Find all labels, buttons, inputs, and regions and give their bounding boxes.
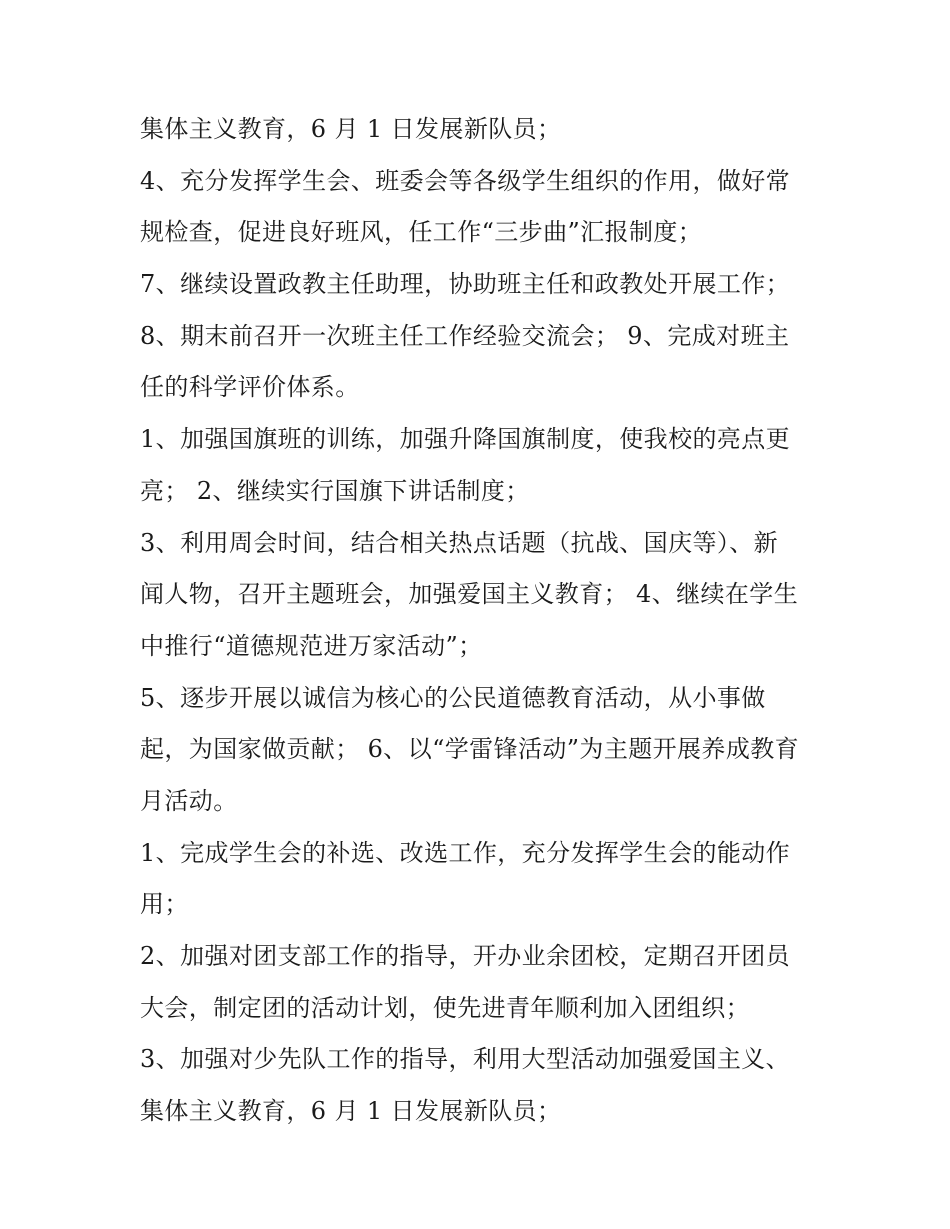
text-line: 集体主义教育，6 月 1 日发展新队员； (140, 115, 562, 143)
text-line: 集体主义教育，6 月 1 日发展新队员； (140, 1097, 562, 1126)
text-line: 亮； 2、继续实行国旗下讲话制度； (140, 476, 530, 505)
text-line: 闻人物，召开主题班会，加强爱国主义教育； 4、继续在学生 (140, 580, 799, 609)
text-line: 大会，制定团的活动计划，使先进青年顺利加入团组织； (140, 993, 750, 1022)
text-line: 用； (140, 890, 189, 919)
text-line: 5、逐步开展以诚信为核心的公民道德教育活动，从小事做 (140, 683, 766, 712)
text-line: 8、期末前召开一次班主任工作经验交流会； 9、完成对班主 (140, 321, 790, 350)
text-line: 4、充分发挥学生会、班委会等各级学生组织的作用，做好常 (140, 166, 791, 195)
text-line: 月活动。 (140, 786, 238, 815)
text-line: 中推行“道德规范进万家活动”； (140, 631, 483, 660)
text-line: 任的科学评价体系。 (140, 373, 360, 402)
text-line: 3、利用周会时间，结合相关热点话题（抗战、国庆等）、新 (140, 528, 779, 557)
document-body (140, 104, 820, 1138)
text-line: 7、继续设置政教主任助理，协助班主任和政教处开展工作； (140, 270, 791, 299)
text-line: 3、加强对少先队工作的指导，利用大型活动加强爱国主义、 (140, 1045, 791, 1074)
text-line: 1、完成学生会的补选、改选工作，充分发挥学生会的能动作 (140, 838, 791, 867)
text-line: 规检查，促进良好班风，任工作“三步曲”汇报制度； (140, 218, 703, 247)
text-line: 2、加强对团支部工作的指导，开办业余团校，定期召开团员 (140, 942, 791, 970)
text-line: 1、加强国旗班的训练，加强升降国旗制度，使我校的亮点更 (140, 425, 791, 454)
text-line: 起，为国家做贡献； 6、以“学雷锋活动”为主题开展养成教育 (140, 735, 800, 764)
